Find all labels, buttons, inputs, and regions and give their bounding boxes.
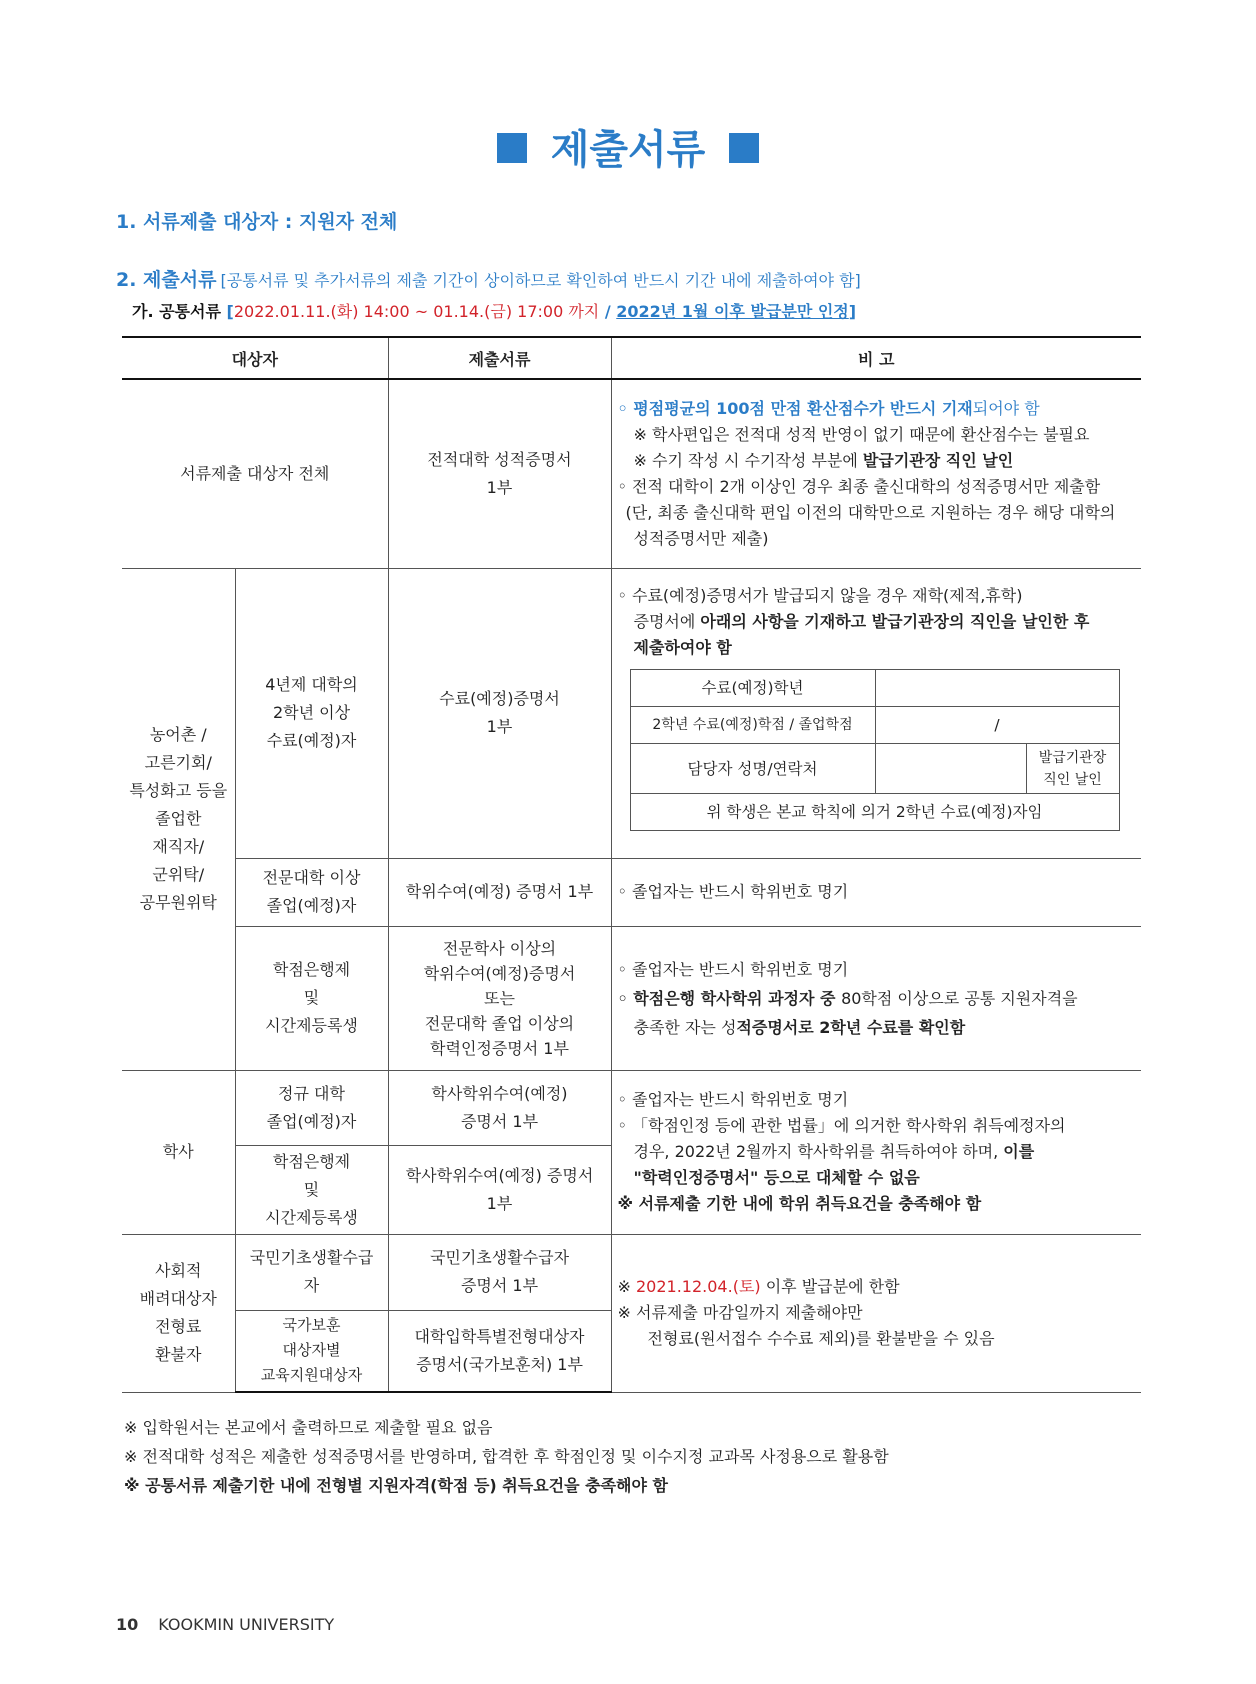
note-cell: ※ 2021.12.04.(토) 이후 발급분에 한함 ※ 서류제출 마감일까지 제출해야만 전형료(원서접수 수수료 제외)를 환불받을 수 있음 [611, 1234, 1141, 1392]
subtarget-cell: 국가보훈 대상자별 교육지원대상자 [235, 1310, 388, 1392]
note-cell: ◦ 졸업자는 반드시 학위번호 명기 ◦ 학점은행 학사학위 과정자 중 80학점 이상으로 공통 지원자격을 충족한 자는 성적증명서로 2학년 수료를 확인함 [611, 926, 1141, 1070]
subsection-heading: 가. 공통서류 [2022.01.11.(화) 14:00 ~ 01.14.(금) 17:00 까지 / 2022년 1월 이후 발급분만 인정] [132, 302, 857, 321]
doc-cell: 학사학위수여(예정) 증명서 1부 [388, 1070, 611, 1145]
square-icon [497, 133, 527, 163]
certification-table: 수료(예정)학년 2학년 수료(예정)학점 / 졸업학점 / 담당자 성명/연락처 발급기관장 직인 날인 위 학생은 본교 학칙에 의거 2학년 수료(예정)자임 [630, 669, 1120, 831]
subtarget-cell: 학점은행제 및 시간제등록생 [235, 926, 388, 1070]
note-cell: ◦ 평점평균의 100점 만점 환산점수가 반드시 기재되어야 함 ※ 학사편입은 전적대 성적 반영이 없기 때문에 환산점수는 불필요 ※ 수기 작성 시 수기작성 부분에 발급기관장 직인 날인 ◦ 전적 대학이 2개 이상인 경우 최종 출신대학의 성적증명서만 제출함 (단, 최종 출신대학 편입 이전의 대학만으로 지원하는 경우 해당 대학의 성적증명서만 제출) [611, 379, 1141, 568]
university-name: KOOKMIN UNIVERSITY [158, 1615, 335, 1634]
header-target: 대상자 [122, 337, 388, 379]
footnotes: ※ 입학원서는 본교에서 출력하므로 제출할 필요 없음 ※ 전적대학 성적은 제출한 성적증명서를 반영하며, 합격한 후 학점인정 및 이수지정 교과목 사정용으로 활용함 ※ 공통서류 제출기한 내에 전형별 지원자격(학점 등) 취득요건을 충족해야 함 [124, 1418, 889, 1495]
doc-cell: 전적대학 성적증명서 1부 [388, 379, 611, 568]
doc-cell: 대학입학특별전형대상자 증명서(국가보훈처) 1부 [388, 1310, 611, 1392]
subtarget-cell: 학점은행제 및 시간제등록생 [235, 1145, 388, 1234]
subtarget-cell: 전문대학 이상 졸업(예정)자 [235, 858, 388, 926]
subtarget-cell: 국민기초생활수급 자 [235, 1234, 388, 1310]
table-header-row [122, 337, 1141, 379]
table-row [122, 1234, 1141, 1310]
target-cell: 학사 [122, 1070, 235, 1234]
section2-heading: 2. 제출서류 [공통서류 및 추가서류의 제출 기간이 상이하므로 확인하여 반드시 기간 내에 제출하여야 함] [116, 269, 861, 291]
table-row [122, 379, 1141, 568]
page-number: 10 [116, 1615, 139, 1634]
table-row [122, 568, 1141, 858]
target-cell: 사회적 배려대상자 전형료 환불자 [122, 1234, 235, 1392]
header-note: 비 고 [611, 337, 1141, 379]
header-doc: 제출서류 [388, 337, 611, 379]
subtarget-cell: 정규 대학 졸업(예정)자 [235, 1070, 388, 1145]
documents-table [122, 336, 1141, 1393]
target-cell: 서류제출 대상자 전체 [122, 379, 388, 568]
table-row [122, 1070, 1141, 1145]
table-row [122, 926, 1141, 1070]
doc-cell: 수료(예정)증명서 1부 [388, 568, 611, 858]
note-cell: ◦ 졸업자는 반드시 학위번호 명기 ◦ 「학점인정 등에 관한 법률」에 의거한 학사학위 취득예정자의 경우, 2022년 2월까지 학사학위를 취득하여야 하며, 이를 "학력인정증명서" 등으로 대체할 수 없음 ※ 서류제출 기한 내에 학위 취득요건을 충족해야 함 [611, 1070, 1141, 1234]
doc-cell: 전문학사 이상의 학위수여(예정)증명서 또는 전문대학 졸업 이상의 학력인정증명서 1부 [388, 926, 611, 1070]
table-row [122, 858, 1141, 926]
doc-cell: 국민기초생활수급자 증명서 1부 [388, 1234, 611, 1310]
stamp-cell: 발급기관장 직인 날인 [1026, 744, 1119, 794]
target-cell: 농어촌 / 고른기회/ 특성화고 등을 졸업한 재직자/ 군위탁/ 공무원위탁 [122, 568, 235, 1070]
note-cell: ◦ 졸업자는 반드시 학위번호 명기 [611, 858, 1141, 926]
page-title: 제출서류 [0, 118, 1256, 175]
square-icon [729, 133, 759, 163]
note-cell: ◦ 수료(예정)증명서가 발급되지 않을 경우 재학(제적,휴학) 증명서에 아래의 사항을 기재하고 발급기관장의 직인을 날인한 후 제출하여야 함 수료(예정)학년 2학년 수료(예정)학점 / 졸업학점 / 담당자 성명/연락처 발급기관장 직인 날인 위 학생은 본교 학칙에 의거 2학년 수료(예정)자임 [611, 568, 1141, 858]
page-footer [116, 1615, 334, 1634]
doc-cell: 학위수여(예정) 증명서 1부 [388, 858, 611, 926]
section1-heading: 1. 서류제출 대상자 : 지원자 전체 [116, 211, 398, 233]
subtarget-cell: 4년제 대학의 2학년 이상 수료(예정)자 [235, 568, 388, 858]
doc-cell: 학사학위수여(예정) 증명서 1부 [388, 1145, 611, 1234]
